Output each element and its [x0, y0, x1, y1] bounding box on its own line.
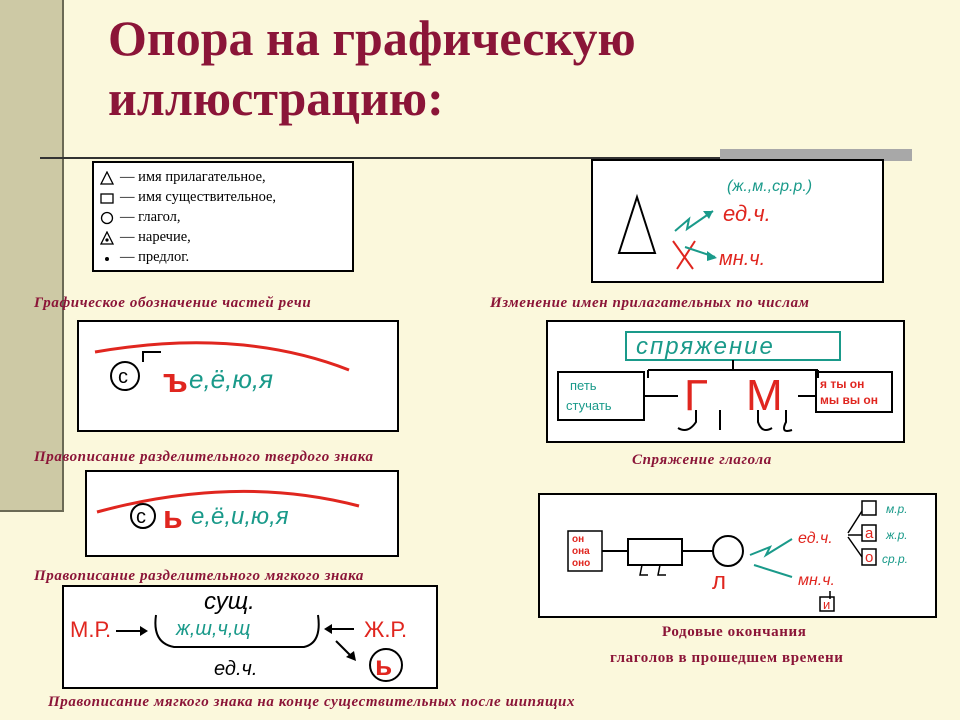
- conjugation-diagram: [548, 322, 903, 441]
- adjective-number-diagram: [593, 161, 882, 281]
- soft-sign-letter: ь: [163, 499, 183, 535]
- singular-label: ед.ч.: [723, 201, 771, 226]
- arrow-head: [140, 626, 148, 636]
- hard-sign-box: [77, 320, 399, 432]
- letter-m: М: [746, 371, 783, 420]
- bracket-line: [648, 360, 818, 378]
- circle-icon: [100, 211, 114, 225]
- side-divider: [62, 0, 64, 512]
- ending-i: и: [823, 597, 831, 612]
- legend-item-noun: [100, 189, 276, 206]
- conjugation-box: [546, 320, 905, 443]
- plural-label: мн.ч.: [798, 572, 835, 589]
- soft-sign-caption: Правописание разделительного мягкого знака: [34, 568, 365, 584]
- letter-g: Г: [684, 371, 708, 420]
- legend-item-adjective: [100, 169, 266, 186]
- gender-n: ср.р.: [882, 552, 909, 566]
- conjugation-header: спряжение: [636, 333, 775, 360]
- dotted-triangle-icon: [100, 231, 114, 245]
- ending-box-1: [862, 501, 876, 515]
- legend-item-verb: [100, 209, 181, 226]
- noun-soft-sign-caption: Правописание мягкого знака на конце существительных после шипящих: [48, 694, 576, 710]
- singular-label: ед.ч.: [798, 530, 833, 547]
- soft-sign-letter: ь: [375, 650, 393, 681]
- slide-title: [108, 8, 636, 128]
- side-bar: [0, 0, 62, 512]
- gender-caption-2: глаголов в прошедшем времени: [610, 650, 844, 666]
- feminine-label: Ж.Р.: [364, 617, 408, 642]
- vowels: е,ё,ю,я: [189, 364, 274, 394]
- triangle-icon: [619, 197, 655, 253]
- noun-rect: [628, 539, 682, 565]
- noun-soft-sign-box: [62, 585, 438, 689]
- soft-sign-diagram: [87, 472, 397, 555]
- legend-item-preposition: [100, 249, 189, 266]
- gender-endings-diagram: [540, 495, 935, 616]
- gender-label: (ж.,м.,ср.р.): [727, 178, 813, 195]
- hard-sign-letter: ъ: [163, 362, 188, 400]
- dot-icon: [100, 251, 114, 265]
- conjugation-caption: Спряжение глагола: [632, 452, 772, 468]
- ending-a: а: [865, 525, 874, 542]
- side-bottom-line: [0, 510, 64, 512]
- arrow-head: [324, 624, 332, 634]
- legend-box: [92, 161, 354, 272]
- cross-mark: [673, 241, 695, 269]
- letter-c: с: [136, 506, 146, 528]
- gender-m: м.р.: [886, 502, 908, 516]
- pronouns-line-1: я ты он: [820, 377, 865, 391]
- pronoun-2: она: [572, 546, 590, 557]
- legend-text: — глагол,: [120, 209, 181, 225]
- rectangle-icon: [100, 191, 114, 205]
- zigzag-arrow: [750, 539, 792, 555]
- arrow-head: [707, 251, 717, 261]
- triangle-icon: [100, 171, 114, 185]
- hard-sign-diagram: [79, 322, 397, 430]
- masculine-label: М.Р.: [70, 617, 112, 642]
- hard-sign-caption: Правописание разделительного твердого знака: [34, 449, 374, 465]
- gender-f: ж.р.: [886, 528, 908, 542]
- singular-label: ед.ч.: [214, 658, 258, 680]
- title-line-1: Опора на графическую: [108, 10, 636, 66]
- corner-mark: [143, 352, 161, 362]
- verb-circle: [713, 536, 743, 566]
- hissing-letters: ж,ш,ч,щ: [176, 618, 251, 640]
- legend-text: — наречие,: [120, 229, 191, 245]
- pronoun-1: он: [572, 534, 585, 545]
- legend-item-adverb: [100, 229, 191, 246]
- soft-sign-box: [85, 470, 399, 557]
- rect-legs: [640, 565, 666, 575]
- noun-header: сущ.: [204, 588, 255, 615]
- vowels: е,ё,и,ю,я: [191, 503, 289, 530]
- ending-o: о: [865, 549, 874, 566]
- legend-text: — имя существительное,: [120, 189, 277, 205]
- plural-label: мн.ч.: [719, 248, 766, 270]
- adjective-number-box: [591, 159, 884, 283]
- legend-caption: Графическое обозначение частей речи: [34, 295, 312, 311]
- pronouns-line-2: мы вы он: [820, 393, 878, 407]
- noun-soft-sign-diagram: [64, 587, 436, 687]
- ending-l: л: [712, 568, 727, 595]
- adjective-caption: Изменение имен прилагательных по числам: [490, 295, 810, 311]
- title-line-2: иллюстрацию:: [108, 70, 444, 126]
- arrow-down: [754, 565, 792, 577]
- verb-1: петь: [570, 378, 597, 393]
- gender-endings-box: [538, 493, 937, 618]
- verb-2: стучать: [566, 398, 612, 413]
- legend-text: — имя прилагательное,: [120, 169, 266, 185]
- letter-c: с: [118, 366, 128, 388]
- pronoun-3: оно: [572, 558, 591, 569]
- legend-text: — предлог.: [120, 249, 190, 265]
- gender-caption-1: Родовые окончания: [662, 624, 807, 640]
